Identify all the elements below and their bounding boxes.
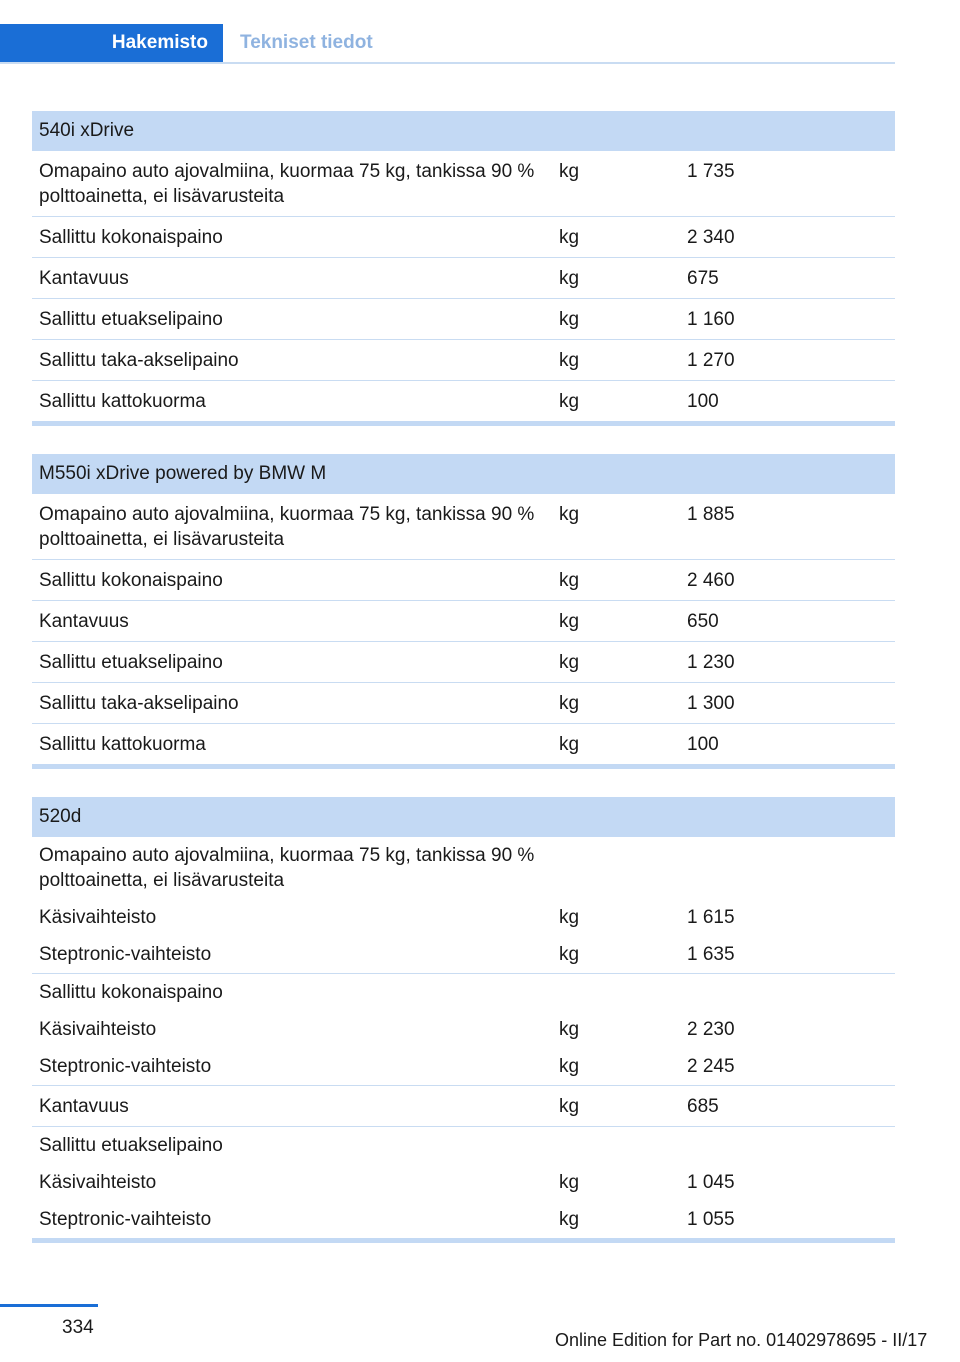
table-row bbox=[32, 724, 895, 767]
row-unit: kg bbox=[559, 1209, 580, 1230]
row-value: 2 460 bbox=[680, 560, 895, 601]
row-label: Kantavuus bbox=[32, 601, 552, 642]
row-unit: kg bbox=[552, 299, 680, 340]
table-row bbox=[32, 381, 895, 424]
table-row bbox=[32, 1086, 895, 1127]
row-label: Sallittu kattokuorma bbox=[39, 391, 206, 412]
row-label: Sallittu kokonaispaino bbox=[32, 560, 552, 601]
row-value: 2 245 bbox=[680, 1048, 895, 1086]
tab-tekniset-tiedot[interactable]: Tekniset tiedot bbox=[240, 32, 373, 53]
table-row bbox=[32, 494, 895, 560]
row-unit: kg bbox=[552, 258, 680, 299]
page-header bbox=[0, 24, 895, 64]
group-label: Omapaino auto ajovalmiina, kuormaa 75 kg, tankissa 90 % polttoainetta, ei lisävarusteita bbox=[39, 845, 535, 891]
footer-rule bbox=[0, 1304, 98, 1307]
row-value: 685 bbox=[680, 1086, 895, 1127]
row-value: 1 270 bbox=[680, 340, 895, 381]
table-group-heading bbox=[32, 974, 895, 1012]
table-row bbox=[32, 1201, 895, 1241]
row-unit: kg bbox=[552, 151, 680, 217]
row-label: Kantavuus bbox=[32, 1086, 552, 1127]
row-unit: kg bbox=[552, 560, 680, 601]
edition-note: Online Edition for Part no. 01402978695 - II/17 bbox=[555, 1330, 928, 1350]
row-label: Omapaino auto ajovalmiina, kuormaa 75 kg, tankissa 90 % polttoainetta, ei lisävarusteita bbox=[32, 151, 552, 217]
row-value: 100 bbox=[687, 734, 719, 755]
spec-table-520d bbox=[32, 797, 895, 1243]
row-value: 675 bbox=[680, 258, 895, 299]
spec-table-540i bbox=[32, 111, 895, 426]
table-row bbox=[32, 1011, 895, 1048]
row-value: 1 735 bbox=[680, 151, 895, 217]
row-unit: kg bbox=[559, 734, 580, 755]
row-label: Steptronic-vaihteisto bbox=[39, 1209, 212, 1230]
row-value: 2 230 bbox=[687, 1019, 735, 1040]
row-unit: kg bbox=[552, 494, 680, 560]
row-label: Sallittu taka-akselipaino bbox=[32, 683, 552, 724]
row-value: 1 230 bbox=[680, 642, 895, 683]
row-unit: kg bbox=[552, 1086, 680, 1127]
row-label: Käsivaihteisto bbox=[39, 907, 157, 928]
row-unit: kg bbox=[559, 1172, 580, 1193]
group-label: Sallittu etuakselipaino bbox=[39, 1135, 223, 1156]
row-unit: kg bbox=[559, 1019, 580, 1040]
row-value: 1 615 bbox=[687, 907, 735, 928]
row-unit: kg bbox=[552, 683, 680, 724]
row-label: Kantavuus bbox=[32, 258, 552, 299]
row-unit: kg bbox=[552, 1048, 680, 1086]
table-row bbox=[32, 601, 895, 642]
table-row bbox=[32, 1048, 895, 1086]
row-label: Steptronic-vaihteisto bbox=[32, 936, 552, 974]
row-unit: kg bbox=[552, 642, 680, 683]
table-row bbox=[32, 258, 895, 299]
row-value: 1 045 bbox=[687, 1172, 735, 1193]
table-row bbox=[32, 217, 895, 258]
table-row bbox=[32, 560, 895, 601]
row-unit: kg bbox=[552, 936, 680, 974]
spec-tables bbox=[32, 111, 895, 1271]
table-row bbox=[32, 299, 895, 340]
row-value: 100 bbox=[687, 391, 719, 412]
tab-hakemisto[interactable]: Hakemisto bbox=[0, 24, 223, 62]
row-label: Omapaino auto ajovalmiina, kuormaa 75 kg, tankissa 90 % polttoainetta, ei lisävarusteita bbox=[32, 494, 552, 560]
row-unit: kg bbox=[552, 340, 680, 381]
table-row bbox=[32, 899, 895, 936]
row-label: Sallittu kattokuorma bbox=[39, 734, 206, 755]
row-label: Käsivaihteisto bbox=[39, 1019, 157, 1040]
row-value: 1 055 bbox=[687, 1209, 735, 1230]
spec-table-m550i bbox=[32, 454, 895, 769]
row-label: Sallittu taka-akselipaino bbox=[32, 340, 552, 381]
row-unit: kg bbox=[552, 217, 680, 258]
table-row bbox=[32, 683, 895, 724]
page-number: 334 bbox=[62, 1317, 94, 1338]
row-value: 1 160 bbox=[680, 299, 895, 340]
row-value: 2 340 bbox=[680, 217, 895, 258]
row-unit: kg bbox=[559, 391, 580, 412]
row-value: 1 635 bbox=[680, 936, 895, 974]
table-row bbox=[32, 1164, 895, 1201]
table-row bbox=[32, 340, 895, 381]
table-group-heading bbox=[32, 1127, 895, 1165]
table-row bbox=[32, 151, 895, 217]
row-label: Käsivaihteisto bbox=[39, 1172, 157, 1193]
row-label: Steptronic-vaihteisto bbox=[32, 1048, 552, 1086]
table-title: 540i xDrive bbox=[32, 111, 895, 151]
table-title: 520d bbox=[32, 797, 895, 837]
group-label: Sallittu kokonaispaino bbox=[39, 982, 223, 1003]
row-label: Sallittu etuakselipaino bbox=[32, 642, 552, 683]
table-title: M550i xDrive powered by BMW M bbox=[32, 454, 895, 494]
row-unit: kg bbox=[552, 601, 680, 642]
row-unit: kg bbox=[559, 907, 580, 928]
row-label: Sallittu etuakselipaino bbox=[32, 299, 552, 340]
table-row bbox=[32, 936, 895, 974]
table-group-heading bbox=[32, 837, 895, 899]
row-label: Sallittu kokonaispaino bbox=[32, 217, 552, 258]
row-value: 1 885 bbox=[680, 494, 895, 560]
row-value: 1 300 bbox=[680, 683, 895, 724]
table-row bbox=[32, 642, 895, 683]
row-value: 650 bbox=[680, 601, 895, 642]
